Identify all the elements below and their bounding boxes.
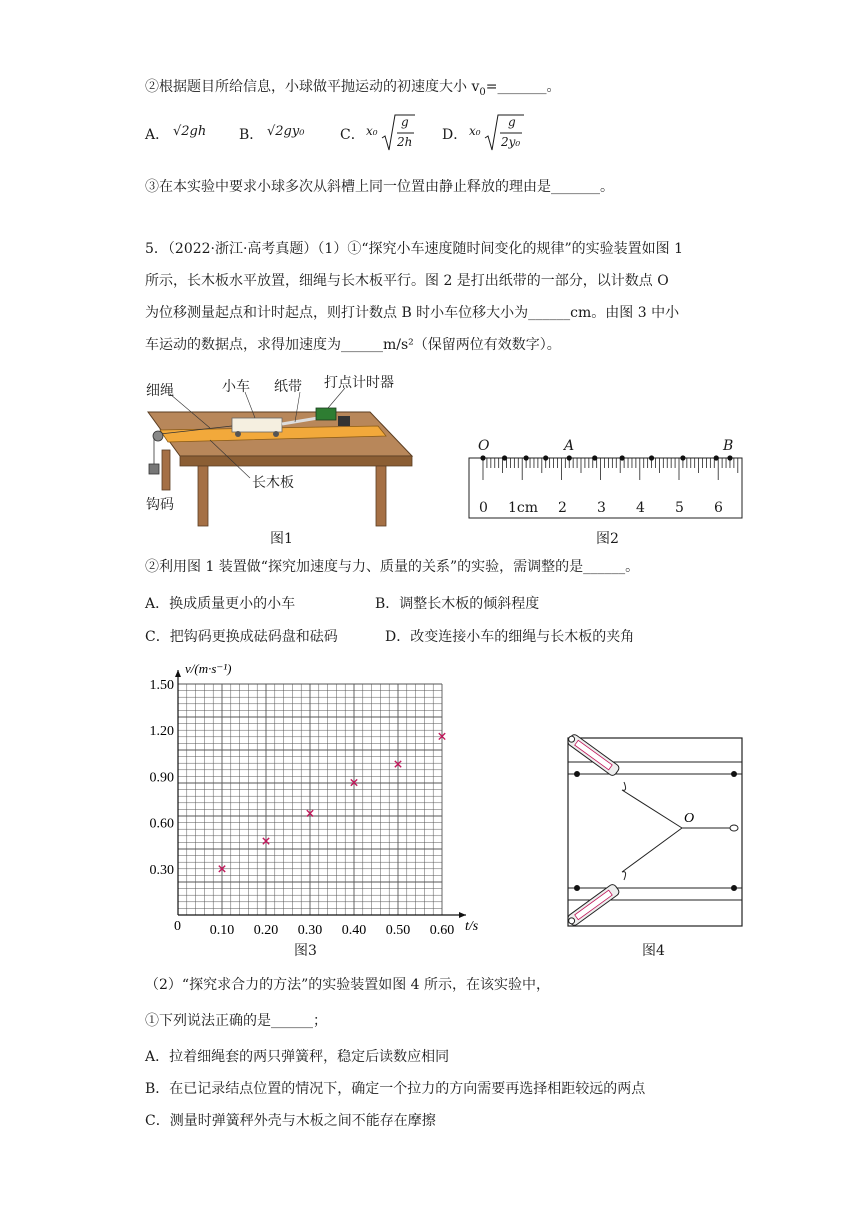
option-b-label: B． bbox=[239, 127, 264, 143]
q4-options bbox=[145, 115, 705, 158]
x-tick-label: 0.20 bbox=[253, 923, 279, 938]
fig1-label-cart: 小车 bbox=[222, 379, 250, 395]
hook-weight bbox=[149, 464, 159, 474]
tape-dot bbox=[592, 455, 597, 460]
fig1-label-timer: 打点计时器 bbox=[324, 375, 394, 391]
fig2-tick-5: 5 bbox=[675, 500, 684, 516]
q5-para1-line1: 5．（2022·浙江·高考真题）（1）①“探究小车速度随时间变化的规律”的实验装置如图 1 bbox=[145, 241, 684, 257]
tape-dot bbox=[524, 455, 529, 460]
cart-wheel bbox=[235, 431, 241, 437]
q4-item2-text: ②根据题目所给信息，小球做平抛运动的初速度大小 v bbox=[145, 79, 480, 95]
fig3-caption: 图3 bbox=[294, 943, 317, 959]
q5-para1-line2: 所示，长木板水平放置，细绳与长木板平行。图 2 是打出纸带的一部分，以计数点 O bbox=[145, 273, 669, 289]
cart-wheel bbox=[273, 431, 279, 437]
pin bbox=[731, 885, 737, 891]
q5-part2-option-b: B．在已记录结点位置的情况下，确定一个拉力的方向需要再选择相距较远的两点 bbox=[145, 1081, 646, 1097]
tape-dot bbox=[714, 455, 719, 460]
fig1-label-rope: 细绳 bbox=[146, 383, 174, 399]
option-c-pre: x₀ bbox=[366, 124, 378, 138]
x-arrow bbox=[459, 912, 466, 918]
fig2-tick-3: 3 bbox=[597, 500, 606, 516]
fig2-tick-6: 6 bbox=[714, 500, 723, 516]
q5-item2-option-a: A．换成质量更小的小车 bbox=[145, 596, 296, 612]
fig2-point-o: O bbox=[478, 438, 490, 454]
y-tick-label: 1.50 bbox=[149, 678, 174, 693]
table-leg bbox=[162, 450, 170, 490]
q5-para1-line3: 为位移测量起点和计时起点，则打计数点 B 时小车位移大小为______cm。由图 3 中小 bbox=[145, 305, 680, 321]
fig1-label-tape: 纸带 bbox=[274, 379, 302, 395]
table-leg bbox=[198, 466, 208, 526]
fig4-point-o: O bbox=[684, 811, 695, 826]
table-edge bbox=[180, 456, 412, 466]
pin bbox=[574, 885, 580, 891]
fig2-tick-0: 0 bbox=[479, 500, 488, 516]
q5-item2-option-c: C．把钩码更换成砝码盘和砝码 bbox=[145, 629, 338, 645]
chart-axes bbox=[175, 670, 466, 918]
x-tick-label: 0.10 bbox=[209, 923, 235, 938]
q5-item2-option-d: D．改变连接小车的细绳与长木板的夹角 bbox=[385, 629, 635, 645]
q5-part2-option-c: C．测量时弹簧秤外壳与木板之间不能存在摩擦 bbox=[145, 1113, 436, 1129]
option-c-den: 2h bbox=[397, 135, 413, 149]
fig1-label-weight: 钩码 bbox=[146, 497, 174, 513]
anchor-eye bbox=[730, 825, 738, 831]
timer-body bbox=[316, 408, 336, 420]
option-d-label: D． bbox=[442, 127, 468, 143]
x-tick-label: 0.60 bbox=[429, 923, 455, 938]
y-tick-label: 0.60 bbox=[149, 816, 174, 832]
q4-item2-suffix: =_______。 bbox=[485, 79, 561, 95]
pin bbox=[574, 771, 580, 777]
fig2-tick-2: 2 bbox=[558, 500, 567, 516]
timer-clamp bbox=[338, 416, 350, 426]
fig2-tick-4: 4 bbox=[636, 500, 645, 516]
q5-item2: ②利用图 1 装置做“探究加速度与力、质量的关系”的实验，需调整的是______。 bbox=[145, 559, 640, 575]
fig4-caption: 图4 bbox=[642, 943, 665, 959]
fig2-point-a: A bbox=[564, 438, 575, 454]
table-leg bbox=[376, 466, 386, 526]
fig2-tick-labels bbox=[466, 500, 746, 520]
pin bbox=[731, 771, 737, 777]
fig1-label-board: 长木板 bbox=[252, 475, 294, 491]
tape-dot bbox=[727, 455, 732, 460]
option-c-num: g bbox=[401, 115, 409, 129]
fig2-point-b: B bbox=[723, 438, 734, 454]
q5-part2: （2）“探究求合力的方法”的实验装置如图 4 所示，在该实验中， bbox=[145, 977, 551, 993]
option-b-expr: √2gy₀ bbox=[267, 124, 305, 139]
tape-dot bbox=[680, 455, 685, 460]
option-c-radical bbox=[381, 112, 415, 156]
option-d-pre: x₀ bbox=[469, 124, 481, 138]
cart bbox=[232, 418, 282, 432]
fig2-tick-1: 1cm bbox=[508, 500, 539, 516]
y-arrow bbox=[175, 670, 181, 677]
x-tick-label: 0.50 bbox=[385, 923, 411, 938]
chart-origin: 0 bbox=[174, 919, 181, 934]
q5-para1-line4: 车运动的数据点，求得加速度为______m/s²（保留两位有效数字）。 bbox=[145, 337, 561, 353]
q4-item3: ③在本实验中要求小球多次从斜槽上同一位置由静止释放的理由是_______。 bbox=[145, 179, 614, 195]
tape-dot bbox=[649, 455, 654, 460]
tape-dot bbox=[567, 455, 572, 460]
chart-xlabel: t/s bbox=[465, 919, 479, 934]
figure4-force-board bbox=[562, 732, 748, 932]
option-a-label: A． bbox=[145, 127, 170, 143]
y-tick-label: 0.90 bbox=[149, 770, 174, 786]
figure3-vt-chart bbox=[140, 656, 490, 938]
tape-dot bbox=[502, 455, 507, 460]
pulley bbox=[153, 431, 163, 441]
q5-para1 bbox=[145, 233, 725, 361]
option-c-label: C． bbox=[340, 127, 365, 143]
y-tick-label: 0.30 bbox=[149, 862, 174, 878]
fig1-caption: 图1 bbox=[270, 531, 293, 547]
tape-dot bbox=[620, 455, 625, 460]
q5-part2-option-a: A．拉着细绳套的两只弹簧秤，稳定后读数应相同 bbox=[145, 1049, 450, 1065]
option-d-radical bbox=[484, 112, 524, 156]
q4-item2-sub: 0 bbox=[479, 86, 486, 98]
y-tick-label: 1.20 bbox=[149, 724, 174, 740]
option-d-num: g bbox=[508, 115, 516, 129]
option-a-expr: √2gh bbox=[173, 124, 207, 139]
x-tick-label: 0.40 bbox=[341, 923, 367, 938]
chart-grid bbox=[178, 684, 442, 915]
option-d-den: 2y₀ bbox=[501, 135, 521, 149]
chart-ylabel: v/(m·s⁻¹) bbox=[185, 661, 232, 676]
q5-item2-option-b: B．调整长木板的倾斜程度 bbox=[375, 596, 540, 612]
x-tick-label: 0.30 bbox=[297, 923, 323, 938]
tape-dot bbox=[543, 455, 548, 460]
fig2-caption: 图2 bbox=[596, 531, 619, 547]
q4-item2 bbox=[145, 76, 560, 98]
q5-part2-question1: ①下列说法正确的是______； bbox=[145, 1013, 327, 1029]
tape-dot bbox=[480, 455, 485, 460]
